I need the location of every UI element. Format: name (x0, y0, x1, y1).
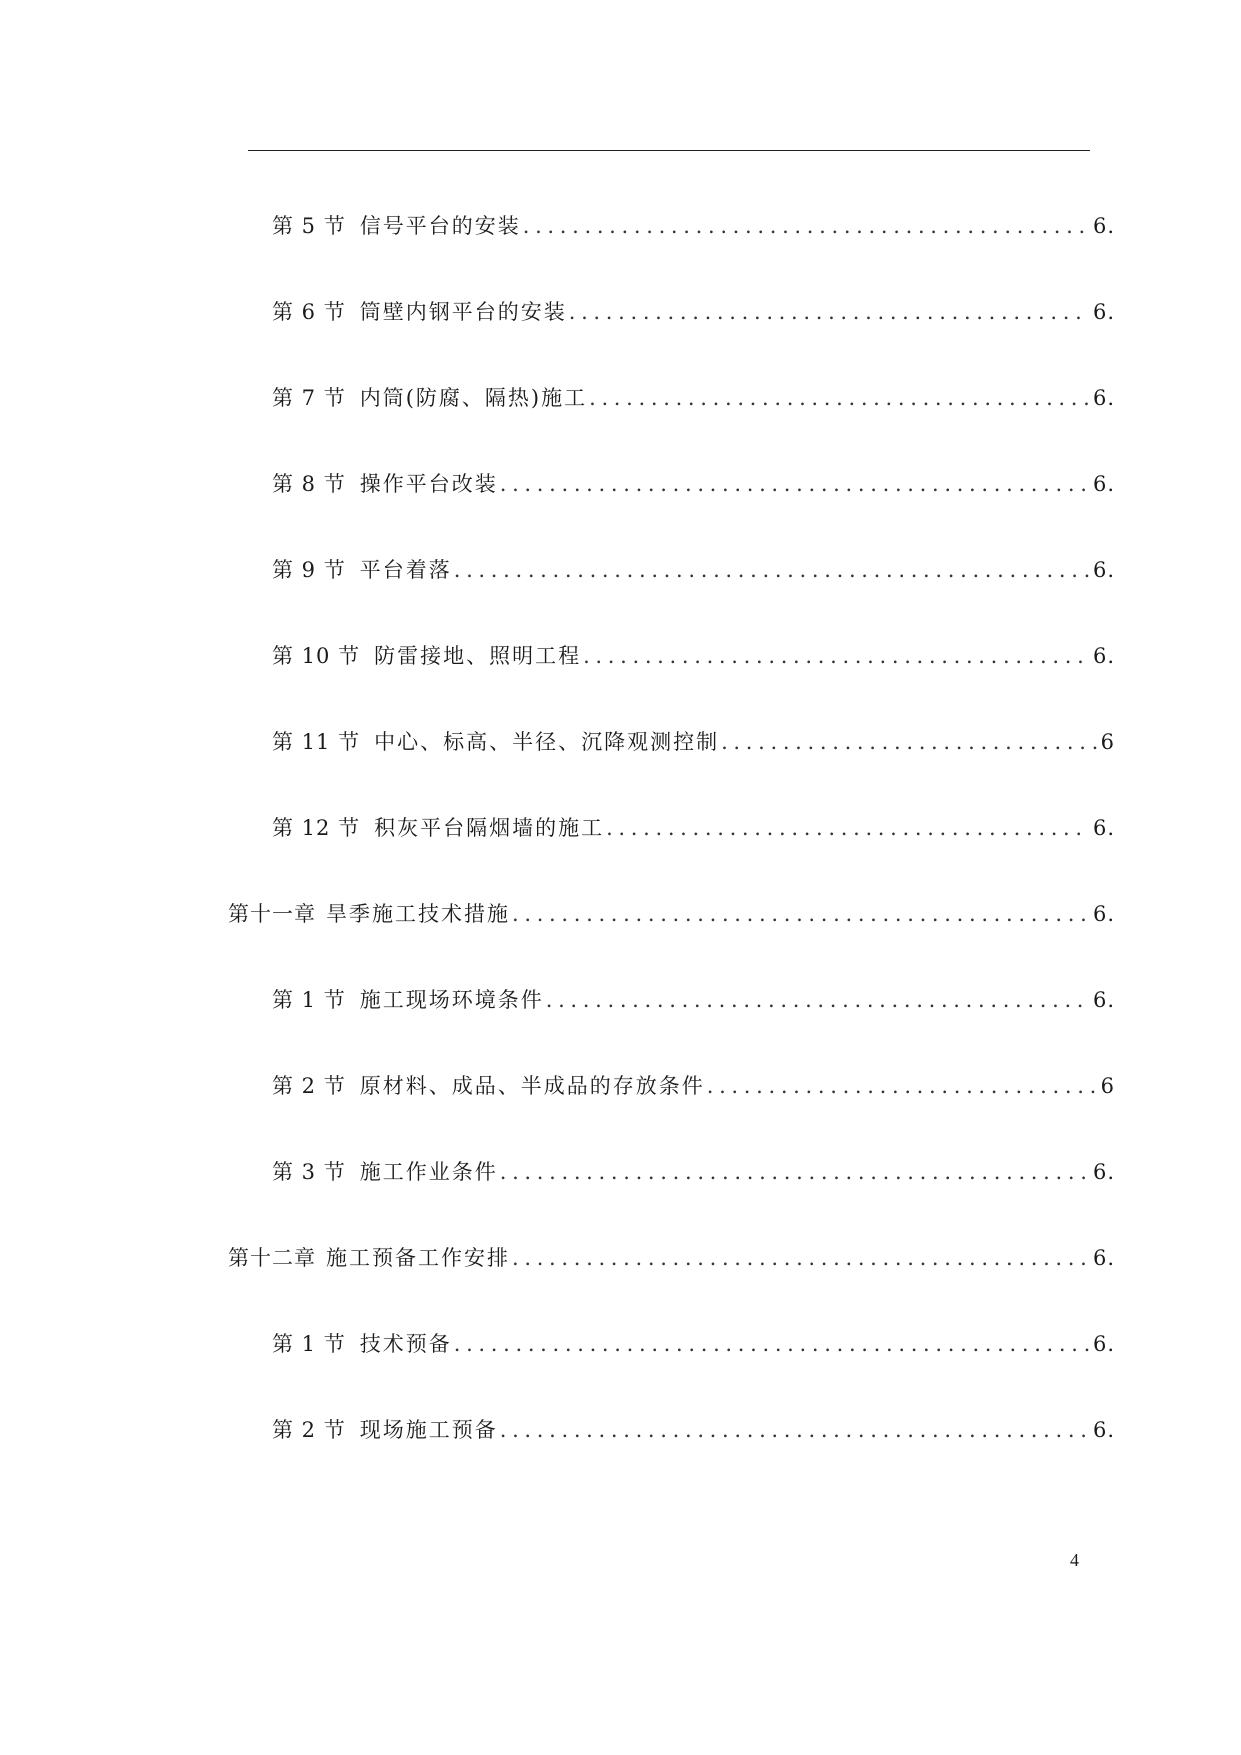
toc-entry-page: 6. (1092, 1332, 1115, 1356)
toc-entry-title: 信号平台的安装 (359, 214, 521, 238)
toc-entry[interactable] (272, 808, 1115, 848)
toc-entry-number: 第 8 节 (272, 472, 346, 496)
toc-entry-page: 6. (1092, 644, 1115, 668)
toc-entry-page: 6. (1092, 816, 1115, 840)
page-number: 4 (1070, 1550, 1079, 1570)
toc-entry[interactable] (272, 1066, 1115, 1106)
toc-entry-title: 施工现场环境条件 (359, 988, 544, 1012)
toc-entry-page: 6 (1100, 1074, 1115, 1098)
toc-entry-number: 第 3 节 (272, 1160, 346, 1184)
toc-dot-leader (569, 292, 1089, 332)
toc-entry-page: 6. (1092, 300, 1115, 324)
toc-entry-title: 现场施工预备 (359, 1418, 498, 1442)
toc-entry-page: 6. (1092, 1246, 1115, 1270)
toc-entry-page: 6. (1092, 214, 1115, 238)
toc-entry-page: 6. (1092, 1418, 1115, 1442)
toc-entry[interactable] (272, 980, 1115, 1020)
toc-entry-page: 6. (1092, 558, 1115, 582)
toc-entry-page: 6. (1092, 902, 1115, 926)
toc-entry[interactable] (272, 206, 1115, 246)
toc-entry-title: 筒壁内钢平台的安装 (359, 300, 567, 324)
toc-dot-leader (707, 1066, 1097, 1106)
toc-dot-leader (523, 206, 1089, 246)
toc-entry-chapter[interactable] (228, 894, 1115, 934)
header-rule (248, 150, 1090, 151)
toc-entry-number: 第 2 节 (272, 1418, 346, 1442)
toc-entry-number: 第 1 节 (272, 988, 346, 1012)
toc-entry-chapter[interactable] (228, 1238, 1115, 1278)
toc-entry[interactable] (272, 292, 1115, 332)
toc-entry[interactable] (272, 722, 1115, 762)
toc-dot-leader (500, 1410, 1089, 1450)
toc-entry-number: 第 1 节 (272, 1332, 346, 1356)
toc-dot-leader (500, 464, 1089, 504)
toc-entry-title: 施工作业条件 (359, 1160, 498, 1184)
toc-entry-number: 第 9 节 (272, 558, 346, 582)
toc-dot-leader (583, 636, 1089, 676)
toc-dot-leader (454, 550, 1089, 590)
toc-entry-title: 中心、标高、半径、沉降观测控制 (374, 730, 720, 754)
toc-entry-number: 第 5 节 (272, 214, 346, 238)
toc-entry-number: 第 12 节 (272, 816, 361, 840)
toc-entry-number: 第 11 节 (272, 730, 361, 754)
toc-dot-leader (589, 378, 1089, 418)
toc-entry[interactable] (272, 1410, 1115, 1450)
toc-entry[interactable] (272, 378, 1115, 418)
toc-entry-title: 施工预备工作安排 (326, 1246, 510, 1270)
toc-entry-title: 操作平台改装 (359, 472, 498, 496)
toc-entry-title: 原材料、成品、半成品的存放条件 (359, 1074, 705, 1098)
toc-entry[interactable] (272, 1324, 1115, 1364)
toc-entry-page: 6. (1092, 988, 1115, 1012)
toc-entry-number: 第十一章 (228, 902, 316, 926)
toc-entry-title: 内筒(防腐、隔热)施工 (359, 386, 588, 410)
toc-entry-title: 防雷接地、照明工程 (374, 644, 582, 668)
toc-entry-title: 技术预备 (359, 1332, 452, 1356)
toc-entry-number: 第 10 节 (272, 644, 361, 668)
toc-dot-leader (546, 980, 1089, 1020)
toc-entry-number: 第 7 节 (272, 386, 346, 410)
toc-dot-leader (454, 1324, 1089, 1364)
toc-entry-number: 第 6 节 (272, 300, 346, 324)
toc-dot-leader (606, 808, 1089, 848)
toc-entry[interactable] (272, 1152, 1115, 1192)
toc-entry[interactable] (272, 550, 1115, 590)
toc-entry-number: 第十二章 (228, 1246, 316, 1270)
toc-entry-page: 6 (1100, 730, 1115, 754)
toc-dot-leader (721, 722, 1097, 762)
toc-entry[interactable] (272, 464, 1115, 504)
toc-entry[interactable] (272, 636, 1115, 676)
toc-entry-title: 平台着落 (359, 558, 452, 582)
toc-dot-leader (512, 894, 1089, 934)
toc-dot-leader (500, 1152, 1089, 1192)
toc-entry-title: 积灰平台隔烟墙的施工 (374, 816, 605, 840)
toc-entry-title: 旱季施工技术措施 (326, 902, 510, 926)
toc-entry-page: 6. (1092, 472, 1115, 496)
toc-entry-page: 6. (1092, 386, 1115, 410)
toc-entry-page: 6. (1092, 1160, 1115, 1184)
toc-entry-number: 第 2 节 (272, 1074, 346, 1098)
toc-dot-leader (512, 1238, 1089, 1278)
